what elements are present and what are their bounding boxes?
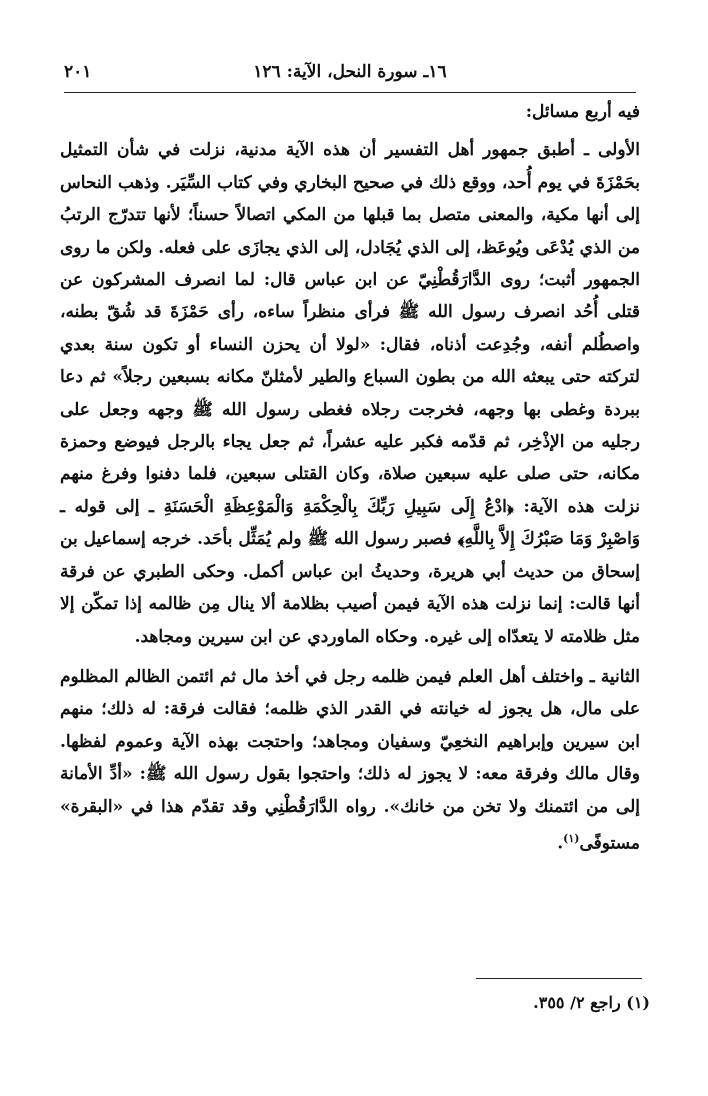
page-number: ٢٠١ <box>64 62 92 82</box>
footnote: (١) راجع ٢/ ٣٥٥. <box>533 993 650 1012</box>
main-text <box>60 96 640 868</box>
issue-second-title: الثانية ـ <box>589 666 641 687</box>
page-header <box>64 62 636 92</box>
footnote-divider <box>476 978 642 979</box>
running-title: ١٦ـ سورة النحل، الآية: ١٢٦ <box>253 62 447 82</box>
issue-first-text-part2: فصبر رسول الله ﷺ ولم يُمَثِّل بأحَد. خرجه إسماعيل بن إسحاق من حديث أبي هريرة، وحديثُ ابن عباس أكمل. وحكى الطبري عن فرقة أنها قالت: إنما نزلت هذه الآية فيمن أصيب بظلامة ألا ينال مِن ظالمه إذا تمكّن إلا مثل ظلامته لا يتعدّاه إلى غيره. وحكاه الماوردي عن ابن سيرين ومجاهد. <box>60 529 640 647</box>
issue-second <box>60 661 640 860</box>
intro-line: فيه أربع مسائل: <box>525 102 640 122</box>
issue-first-text-part1: أطبق جمهور أهل التفسير أن هذه الآية مدنية، نزلت في شأن التمثيل بحَمْزَةَ في يوم أُحد، ووقع ذلك في صحيح البخاري وفي كتاب السِّيَر. وذهب النحاس إلى أنها مكية، والمعنى متصل بما قبلها من المكي اتصالاً حسناً؛ لأنها تتدرّج الرتبُ من الذي يُدْعَى ويُوعَظ، إلى الذي يُجَادل، إلى الذي يجازَى على فعله. ولكن ما روى الجمهور أثبت؛ روى الدَّارَقُطْنِيّ عن ابن عباس قال: لما انصرف المشركون عن قتلى أُحُد انصرف رسول الله ﷺ فرأى منظراً ساءه، رأى حَمْزَةَ قد شُقّ بطنه، واصطُلم أنفه، وجُدِعت أذناه، فقال: «لولا أن يحزن النساء أو تكون سنة بعدي لتركته حتى يبعثه الله من بطون السباع والطير لأمثلنّ مكانه بسبعين رجلاً» ثم دعا ببردة وغطى بها وجهه، فخرجت رجلاه فغطى رسول الله ﷺ وجهه وجعل على رجليه من الإذْخِر، ثم قدّمه فكبر عليه عشراً، ثم جعل يجاء بالرجل فيوضع وحمزة مكانه، حتى صلى عليه سبعين صلاة، وكان القتلى سبعين، فلما دفنوا وفرغ منهم نزلت هذه الآية: <box>60 140 640 517</box>
issue-second-end: . <box>557 833 564 854</box>
footnote-reference: (١) <box>563 831 580 845</box>
issue-first <box>60 134 640 653</box>
issue-second-text: واختلف أهل العلم فيمن ظلمه رجل في أخذ مال ثم ائتمن الظالم المظلوم على مال، هل يجوز له خيانته في القدر الذي ظلمه؛ فقالت فرقة: له ذلك؛ منهم ابن سيرين وإبراهيم النخعِيّ وسفيان ومجاهد؛ واحتجت بهذه الآية وعموم لفظها. وقال مالك وفرقة معه: لا يجوز له ذلك؛ واحتجوا بقول رسول الله ﷺ: «أدِّ الأمانة إلى من ائتمنك ولا تخن من خانك». رواه الدَّارَقُطْنِي وقد تقدّم هذا في «البقرة» مستوفًى <box>60 666 640 854</box>
issue-first-title: الأولى ـ <box>584 140 640 161</box>
header-divider <box>64 92 636 93</box>
quran-verse: ﴿ادْعُ إِلَى سَبِيلِ رَبِّكَ بِالْحِكْمَةِ وَالْمَوْعِظَةِ الْحَسَنَةِ ـ إلى قوله ـ وَاصْبِرْ وَمَا صَبْرُكَ إِلاَّ بِاللَّهِ﴾ <box>60 496 641 550</box>
